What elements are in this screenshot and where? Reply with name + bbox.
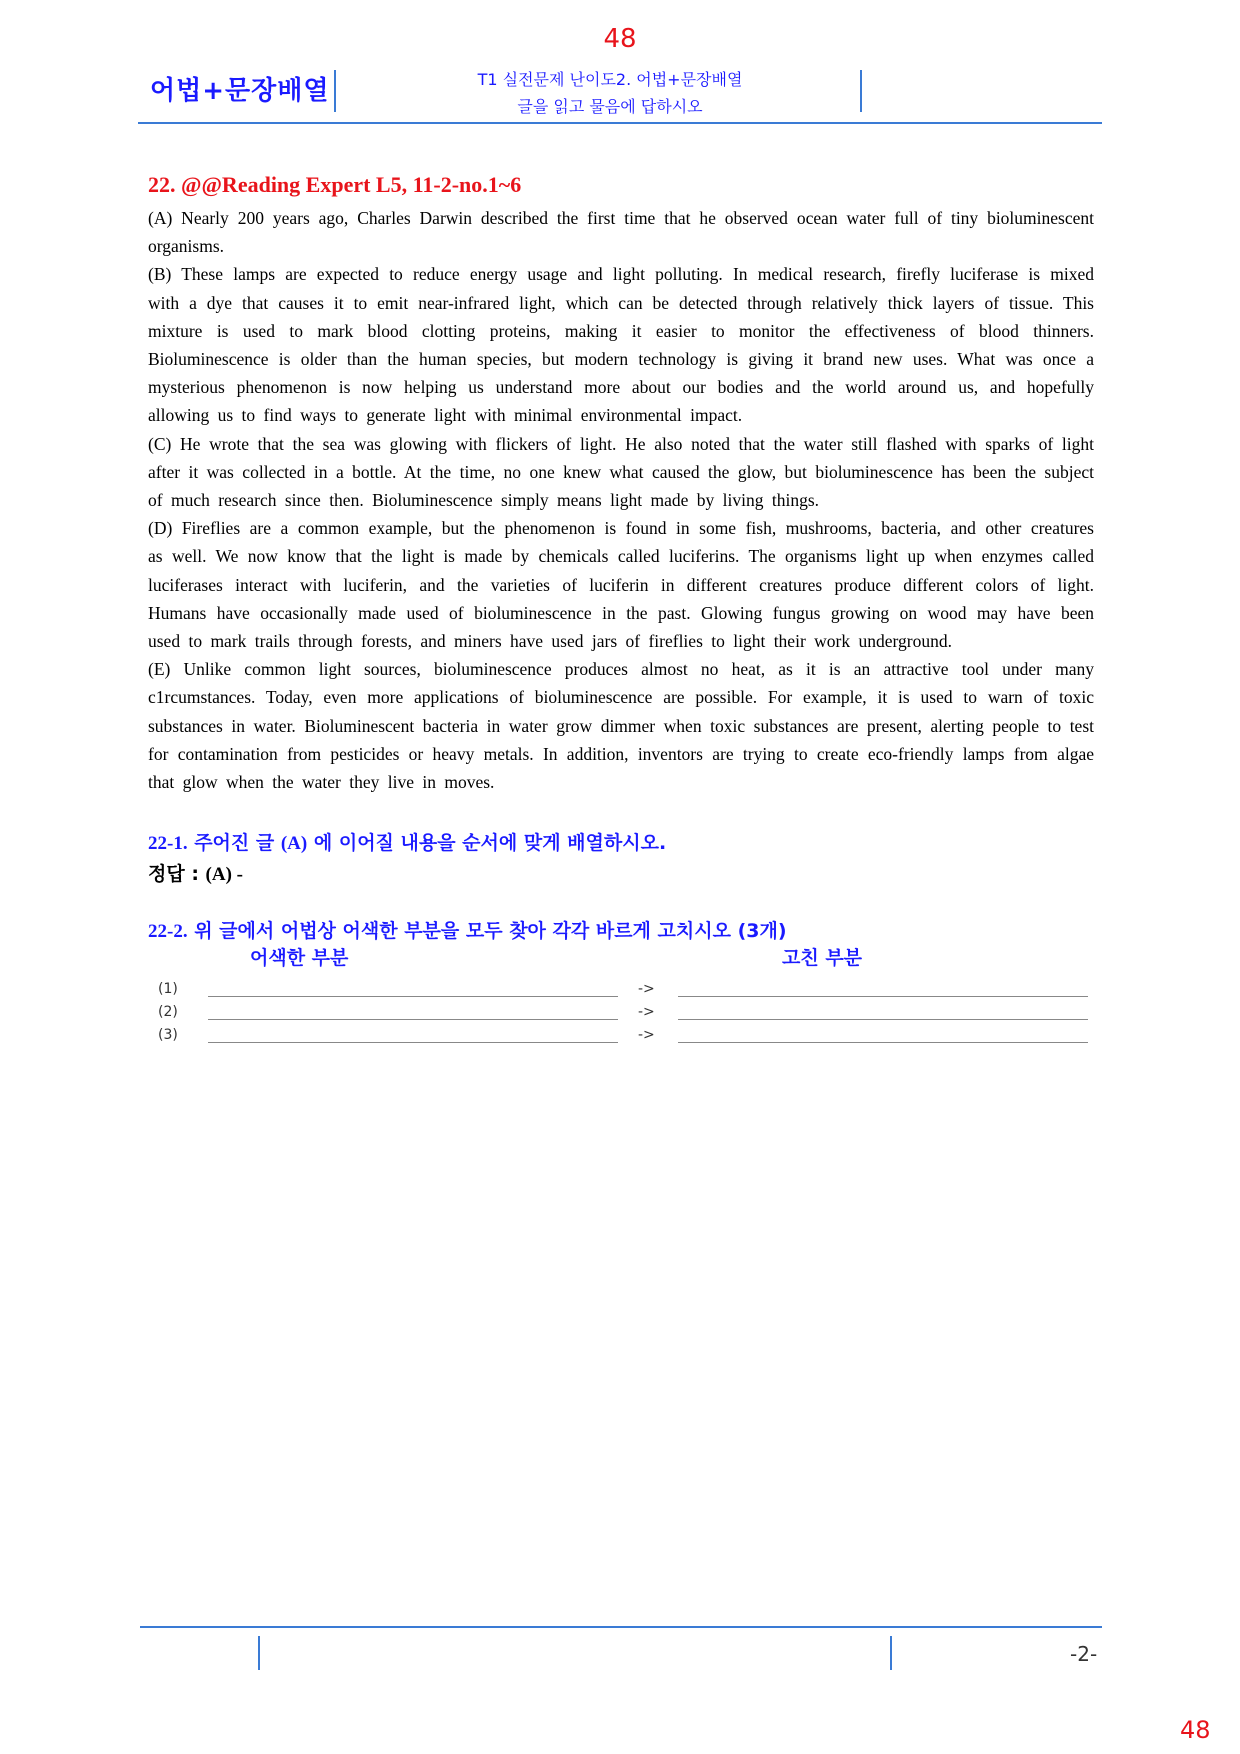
- footer-page-number: -2-: [1070, 1642, 1098, 1666]
- wrong-part-blank[interactable]: [208, 1019, 618, 1020]
- answer-line: [148, 859, 1094, 886]
- sub-question-1-text-after: 에 이어질 내용을 순서에 맞게 배열하시오.: [307, 832, 667, 855]
- question-content: [148, 172, 1094, 1048]
- page-number-bottom: 48: [1180, 1716, 1211, 1744]
- question-title: 22. @@Reading Expert L5, 11-2-no.1~6: [148, 172, 522, 197]
- column-wrong-part: 어색한 부분: [250, 947, 349, 970]
- sub-question-1-marker: (A): [280, 833, 308, 855]
- wrong-part-blank[interactable]: [208, 1042, 618, 1043]
- answer-value: (A) -: [205, 864, 243, 886]
- fixed-part-blank[interactable]: [678, 1019, 1088, 1020]
- paragraph-d: (D) Fireflies are a common example, but the phenomenon is found in some fish, mushrooms, bacteria, and other creatures as well. We now know that the light is made by chemicals called luciferins. The organisms light up when enzymes called luciferases interact with luciferin, and the varieties of luciferin in different creatures produce different colors of light. Humans have occasionally made used of bioluminescence in the past. Glowing fungus growing on wood may have been used to mark trails through forests, and miners have used jars of fireflies to light their work underground.: [148, 518, 1094, 652]
- header-subtitle-line2: 글을 읽고 물음에 답하시오: [517, 97, 703, 116]
- answer-row-label: (1): [158, 981, 178, 998]
- answer-column-headers: [148, 943, 1094, 971]
- fixed-part-blank[interactable]: [678, 1042, 1088, 1043]
- answer-rows: [148, 979, 1094, 1048]
- footer-divider-right: [890, 1636, 892, 1670]
- wrong-part-blank[interactable]: [208, 996, 618, 997]
- header-subtitle-line1: T1 실전문제 난이도2. 어법+문장배열: [477, 70, 743, 89]
- answer-row-label: (2): [158, 1004, 178, 1021]
- sub-question-1: [148, 828, 1094, 855]
- sub-question-2: [148, 916, 1094, 943]
- fixed-part-blank[interactable]: [678, 996, 1088, 997]
- answer-row: [148, 1025, 1094, 1048]
- sub-question-1-number: 22-1.: [148, 833, 188, 855]
- answer-row: [148, 979, 1094, 1002]
- paragraph-b: (B) These lamps are expected to reduce energy usage and light polluting. In medical research, firefly luciferase is mixed with a dye that causes it to emit near-infrared light, which can be detected through relatively thick layers of tissue. This mixture is used to mark blood clotting proteins, making it easier to monitor the effectiveness of blood thinners. Bioluminescence is older than the human species, but modern technology is giving it brand new uses. What was once a mysterious phenomenon is now helping us understand more about our bodies and the world around us, and hopefully allowing us to find ways to generate light with minimal environmental impact.: [148, 264, 1094, 426]
- arrow-icon: ->: [638, 1004, 655, 1021]
- header-subtitle: [360, 66, 860, 120]
- page-number-top: 48: [603, 24, 637, 54]
- header-title: 어법+문장배열: [150, 76, 330, 106]
- sub-question-2-text: 위 글에서 어법상 어색한 부분을 모두 찾아 각각 바르게 고치시오: [194, 920, 738, 943]
- answer-label: 정답 :: [148, 863, 206, 886]
- paragraph-e: (E) Unlike common light sources, bioluminescence produces almost no heat, as it is an attractive tool under many c1rcumstances. Today, even more applications of bioluminescence are possible. For example, it is used to warn of toxic substances in water. Bioluminescent bacteria in water grow dimmer when toxic substances are present, alerting people to test for contamination from pesticides or heavy metals. In addition, inventors are trying to create eco-friendly lamps from algae that glow when the water they live in moves.: [148, 659, 1094, 793]
- arrow-icon: ->: [638, 1027, 655, 1044]
- answer-row-label: (3): [158, 1027, 178, 1044]
- arrow-icon: ->: [638, 981, 655, 998]
- sub-question-2-number: 22-2.: [148, 921, 188, 943]
- answer-row: [148, 1002, 1094, 1025]
- footer-rule: [140, 1626, 1102, 1628]
- header-divider-right: [860, 70, 862, 112]
- header-divider-left: [334, 70, 336, 112]
- header-rule: [138, 122, 1102, 124]
- paragraph-a: (A) Nearly 200 years ago, Charles Darwin described the first time that he observed ocean water full of tiny bioluminescent organisms.: [148, 208, 1094, 257]
- sub-question-1-text-before: 주어진 글: [194, 832, 281, 855]
- paragraph-c: (C) He wrote that the sea was glowing with flickers of light. He also noted that the water still flashed with sparks of light after it was collected in a bottle. At the time, no one knew what caused the glow, but bioluminescence has been the subject of much research since then. Bioluminescence simply means light made by living things.: [148, 433, 1094, 511]
- column-fixed-part: 고친 부분: [782, 947, 863, 970]
- sub-question-2-count: (3개): [737, 920, 787, 943]
- footer-divider-left: [258, 1636, 260, 1670]
